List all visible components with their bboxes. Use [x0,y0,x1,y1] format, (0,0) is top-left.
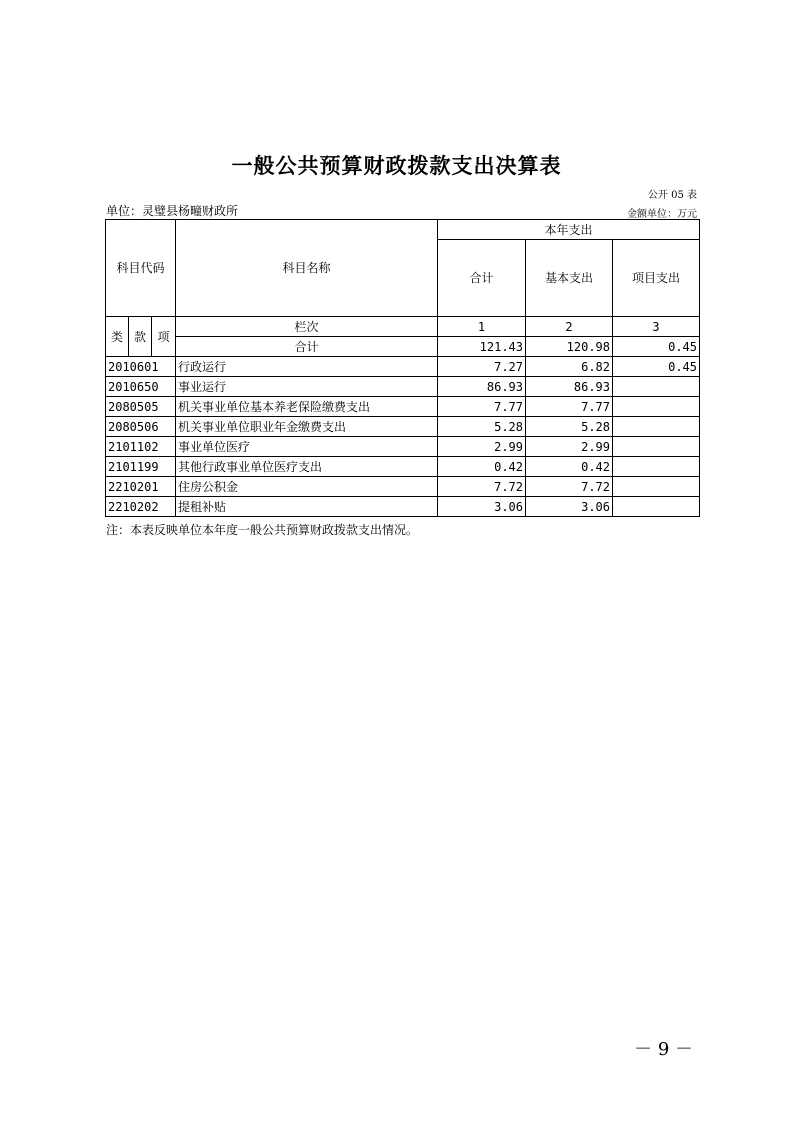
row-total: 5.28 [438,417,526,437]
row-project [613,377,700,397]
row-total: 86.93 [438,377,526,397]
column-number-2: 2 [526,317,613,337]
row-basic: 7.72 [526,477,613,497]
header-expenditure-group: 本年支出 [438,220,700,240]
page-number: － 9 － [634,1039,693,1060]
header-kuan: 款 [129,317,152,357]
row-code: 2210201 [106,477,176,497]
row-total: 3.06 [438,497,526,517]
row-basic: 3.06 [526,497,613,517]
unit-label: 单位：灵璧县杨疃财政所 [106,204,239,218]
header-lei: 类 [106,317,129,357]
amount-unit-label: 金额单位：万元 [627,209,697,220]
row-name: 机关事业单位职业年金缴费支出 [176,417,438,437]
row-code: 2080506 [106,417,176,437]
column-number-3: 3 [613,317,700,337]
row-basic: 86.93 [526,377,613,397]
table-row [106,497,700,517]
row-basic: 6.82 [526,357,613,377]
page-title: 一般公共预算财政拨款支出决算表 [231,153,562,178]
header-xiang: 项 [152,317,176,357]
row-name: 机关事业单位基本养老保险缴费支出 [176,397,438,417]
form-number: 公开 05 表 [647,190,697,201]
row-project [613,497,700,517]
row-project [613,477,700,497]
row-project [613,437,700,457]
row-basic: 0.42 [526,457,613,477]
header-code-group: 科目代码 [106,220,176,317]
row-basic: 7.77 [526,397,613,417]
row-name: 提租补贴 [176,497,438,517]
row-basic: 2.99 [526,437,613,457]
row-name: 事业单位医疗 [176,437,438,457]
table-row [106,477,700,497]
row-basic: 5.28 [526,417,613,437]
header-total: 合计 [438,240,526,317]
row-code: 2101199 [106,457,176,477]
row-code: 2010601 [106,357,176,377]
row-project [613,457,700,477]
row-name: 住房公积金 [176,477,438,497]
row-project [613,417,700,437]
total-row [106,337,700,357]
table-row [106,417,700,437]
table-row [106,377,700,397]
row-total: 7.77 [438,397,526,417]
header-basic: 基本支出 [526,240,613,317]
header-name: 科目名称 [176,220,438,317]
expenditure-table [105,219,700,517]
row-total: 7.72 [438,477,526,497]
table-note: 注：本表反映单位本年度一般公共预算财政拨款支出情况。 [106,523,419,537]
row-project: 0.45 [613,357,700,377]
column-number-1: 1 [438,317,526,337]
row-total: 2.99 [438,437,526,457]
column-label: 栏次 [176,317,438,337]
row-project [613,397,700,417]
total-row-label: 合计 [176,337,438,357]
row-total: 0.42 [438,457,526,477]
table-row [106,397,700,417]
total-row-total: 121.43 [438,337,526,357]
row-code: 2080505 [106,397,176,417]
table-row [106,437,700,457]
row-code: 2010650 [106,377,176,397]
total-row-basic: 120.98 [526,337,613,357]
row-code: 2101102 [106,437,176,457]
total-row-project: 0.45 [613,337,700,357]
row-name: 事业运行 [176,377,438,397]
row-name: 其他行政事业单位医疗支出 [176,457,438,477]
table-row [106,357,700,377]
row-code: 2210202 [106,497,176,517]
table-row [106,457,700,477]
header-project: 项目支出 [613,240,700,317]
row-name: 行政运行 [176,357,438,377]
row-total: 7.27 [438,357,526,377]
